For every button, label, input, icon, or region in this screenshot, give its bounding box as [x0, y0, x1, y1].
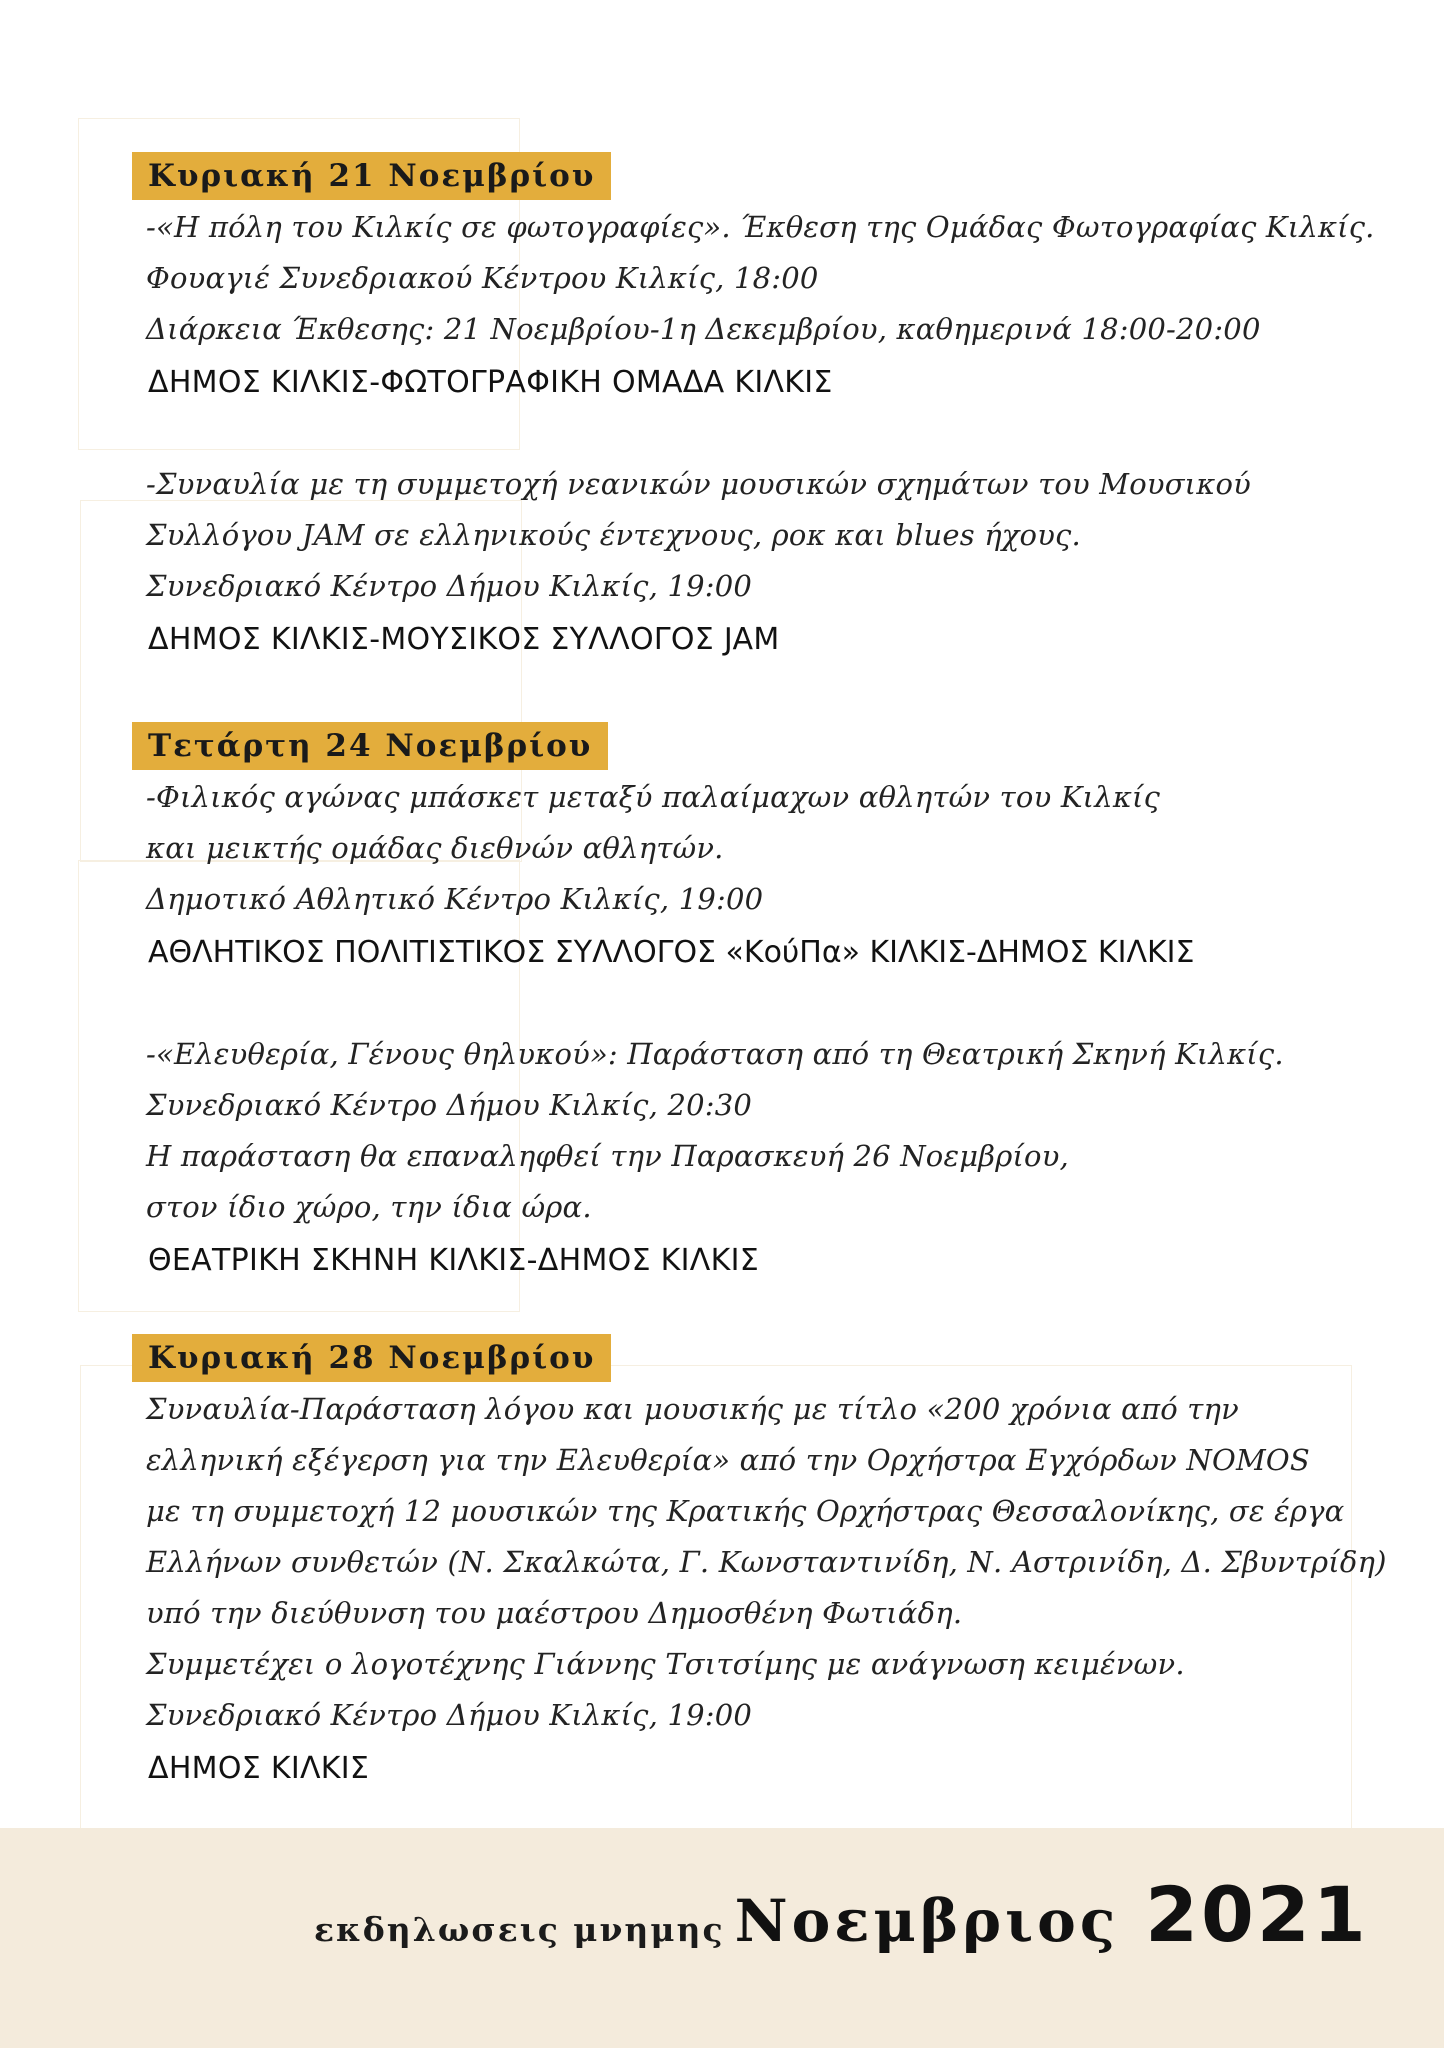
- day-section: [132, 722, 1284, 1289]
- event-organizer: ΔΗΜΟΣ ΚΙΛΚΙΣ: [148, 1751, 370, 1786]
- date-badge: Κυριακή 21 Νοεμβρίου: [132, 152, 611, 200]
- event-block: [132, 1029, 1284, 1289]
- event-organizer: ΔΗΜΟΣ ΚΙΛΚΙΣ-ΜΟΥΣΙΚΟΣ ΣΥΛΛΟΓΟΣ JAM: [148, 622, 780, 657]
- event-line: με τη συμμετοχή 12 μουσικών της Κρατικής Ορχήστρας Θεσσαλονίκης, σε έργα: [146, 1494, 1345, 1528]
- footer-subtitle: εκδηλωσεις μνημης: [314, 1910, 725, 1949]
- event-line: Συνεδριακό Κέντρο Δήμου Κιλκίς, 20:30: [146, 1088, 753, 1122]
- event-organizer: ΔΗΜΟΣ ΚΙΛΚΙΣ-ΦΩΤΟΓΡΑΦΙΚΗ ΟΜΑΔΑ ΚΙΛΚΙΣ: [148, 365, 833, 400]
- event-line: Συνεδριακό Κέντρο Δήμου Κιλκίς, 19:00: [146, 1698, 753, 1732]
- event-line: Συνεδριακό Κέντρο Δήμου Κιλκίς, 19:00: [146, 569, 753, 603]
- event-organizer: ΑΘΛΗΤΙΚΟΣ ΠΟΛΙΤΙΣΤΙΚΟΣ ΣΥΛΛΟΓΟΣ «ΚούΠα» ΚΙΛΚΙΣ-ΔΗΜΟΣ ΚΙΛΚΙΣ: [148, 935, 1195, 970]
- event-block: [132, 202, 1375, 411]
- event-line: και μεικτής ομάδας διεθνών αθλητών.: [146, 831, 724, 865]
- event-line: Συμμετέχει ο λογοτέχνης Γιάννης Τσιτσίμης με ανάγνωση κειμένων.: [146, 1647, 1185, 1681]
- event-organizer: ΘΕΑΤΡΙΚΗ ΣΚΗΝΗ ΚΙΛΚΙΣ-ΔΗΜΟΣ ΚΙΛΚΙΣ: [148, 1243, 759, 1278]
- event-line: ελληνική εξέγερση για την Ελευθερία» από την Ορχήστρα Εγχόρδων NOMOS: [146, 1443, 1310, 1477]
- event-line: Διάρκεια Έκθεσης: 21 Νοεμβρίου-1η Δεκεμβρίου, καθημερινά 18:00-20:00: [146, 312, 1261, 346]
- event-line: -«Η πόλη του Κιλκίς σε φωτογραφίες». Έκθεση της Ομάδας Φωτογραφίας Κιλκίς.: [146, 210, 1375, 244]
- date-badge: Κυριακή 28 Νοεμβρίου: [132, 1334, 611, 1382]
- event-note: Η παράσταση θα επαναληφθεί την Παρασκευή 26 Νοεμβρίου,: [146, 1139, 1069, 1173]
- footer-year: 2021: [1145, 1870, 1369, 1959]
- footer-month: Νοεμβριος: [734, 1887, 1120, 1955]
- event-note: στον ίδιο χώρο, την ίδια ώρα.: [146, 1190, 592, 1224]
- day-section: [132, 1334, 1387, 1797]
- event-line: Φουαγιέ Συνεδριακού Κέντρου Κιλκίς, 18:00: [146, 261, 819, 295]
- day-section: [132, 152, 1375, 668]
- date-badge: Τετάρτη 24 Νοεμβρίου: [132, 722, 608, 770]
- event-block: [132, 459, 1375, 668]
- event-line: Δημοτικό Αθλητικό Κέντρο Κιλκίς, 19:00: [146, 882, 764, 916]
- event-line: υπό την διεύθυνση του μαέστρου Δημοσθένη Φωτιάδη.: [146, 1596, 963, 1630]
- event-line: Συλλόγου JAM σε ελληνικούς έντεχνους, ροκ και blues ήχους.: [146, 518, 1081, 552]
- event-line: Ελλήνων συνθετών (Ν. Σκαλκώτα, Γ. Κωνσταντινίδη, Ν. Αστρινίδη, Δ. Σβυντρίδη): [146, 1545, 1387, 1579]
- event-block: [132, 1384, 1387, 1797]
- footer-title: [314, 1870, 1369, 1960]
- event-line: Συναυλία-Παράσταση λόγου και μουσικής με τίτλο «200 χρόνια από την: [146, 1392, 1239, 1426]
- event-line: -«Ελευθερία, Γένους θηλυκού»: Παράσταση από τη Θεατρική Σκηνή Κιλκίς.: [146, 1037, 1284, 1071]
- event-line: -Φιλικός αγώνας μπάσκετ μεταξύ παλαίμαχων αθλητών του Κιλκίς: [146, 780, 1161, 814]
- event-line: -Συναυλία με τη συμμετοχή νεανικών μουσικών σχημάτων του Μουσικού: [146, 467, 1251, 501]
- event-block: [132, 772, 1284, 981]
